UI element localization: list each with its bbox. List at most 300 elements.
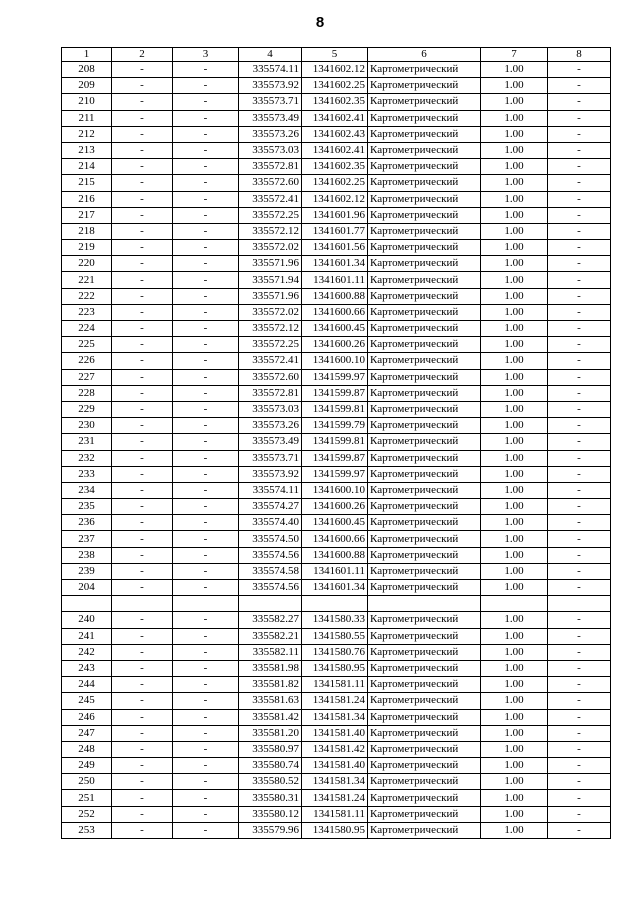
table-row — [62, 741, 611, 757]
col8-cell: - — [548, 628, 611, 644]
col2-cell: - — [112, 191, 173, 207]
table-row — [62, 191, 611, 207]
col2-cell: - — [112, 531, 173, 547]
point-number-cell: 243 — [62, 660, 112, 676]
col8-cell: - — [548, 321, 611, 337]
col8-cell: - — [548, 644, 611, 660]
x-coordinate-cell: 335573.71 — [239, 94, 302, 110]
x-coordinate-cell: 335579.96 — [239, 822, 302, 838]
point-number-cell: 250 — [62, 774, 112, 790]
col3-cell: - — [173, 515, 239, 531]
accuracy-cell: 1.00 — [481, 612, 548, 628]
table-row — [62, 660, 611, 676]
point-number-cell: 231 — [62, 434, 112, 450]
y-coordinate-cell: 1341581.40 — [302, 758, 368, 774]
y-coordinate-cell: 1341599.87 — [302, 385, 368, 401]
col8-cell: - — [548, 563, 611, 579]
method-cell: Картометрический — [368, 401, 481, 417]
table-row — [62, 612, 611, 628]
x-coordinate-cell: 335571.96 — [239, 256, 302, 272]
point-number-cell: 244 — [62, 677, 112, 693]
y-coordinate-cell: 1341599.97 — [302, 466, 368, 482]
accuracy-cell: 1.00 — [481, 677, 548, 693]
accuracy-cell: 1.00 — [481, 709, 548, 725]
y-coordinate-cell: 1341599.81 — [302, 401, 368, 417]
col3-cell: - — [173, 369, 239, 385]
accuracy-cell: 1.00 — [481, 644, 548, 660]
y-coordinate-cell: 1341580.55 — [302, 628, 368, 644]
method-cell: Картометрический — [368, 256, 481, 272]
column-header: 7 — [481, 48, 548, 62]
y-coordinate-cell: 1341581.40 — [302, 725, 368, 741]
point-number-cell: 247 — [62, 725, 112, 741]
col8-cell: - — [548, 207, 611, 223]
accuracy-cell: 1.00 — [481, 78, 548, 94]
col2-cell: - — [112, 126, 173, 142]
col8-cell: - — [548, 434, 611, 450]
col8-cell: - — [548, 482, 611, 498]
method-cell: Картометрический — [368, 741, 481, 757]
column-header: 6 — [368, 48, 481, 62]
method-cell: Картометрический — [368, 126, 481, 142]
accuracy-cell: 1.00 — [481, 94, 548, 110]
x-coordinate-cell: 335572.02 — [239, 240, 302, 256]
table-row — [62, 272, 611, 288]
method-cell: Картометрический — [368, 110, 481, 126]
table-body — [62, 48, 611, 839]
col3-cell — [173, 596, 239, 612]
y-coordinate-cell: 1341580.95 — [302, 660, 368, 676]
y-coordinate-cell: 1341581.34 — [302, 774, 368, 790]
col3-cell: - — [173, 822, 239, 838]
y-coordinate-cell: 1341580.33 — [302, 612, 368, 628]
accuracy-cell: 1.00 — [481, 806, 548, 822]
coordinates-table — [61, 47, 611, 839]
y-coordinate-cell: 1341581.11 — [302, 806, 368, 822]
col3-cell: - — [173, 790, 239, 806]
point-number-cell: 216 — [62, 191, 112, 207]
table-gap-row — [62, 596, 611, 612]
col8-cell: - — [548, 806, 611, 822]
method-cell: Картометрический — [368, 515, 481, 531]
x-coordinate-cell: 335573.92 — [239, 78, 302, 94]
x-coordinate-cell: 335580.31 — [239, 790, 302, 806]
col8-cell: - — [548, 709, 611, 725]
point-number-cell: 209 — [62, 78, 112, 94]
method-cell: Картометрический — [368, 725, 481, 741]
col3-cell: - — [173, 547, 239, 563]
table-row — [62, 110, 611, 126]
col3-cell: - — [173, 110, 239, 126]
x-coordinate-cell: 335574.56 — [239, 580, 302, 596]
col2-cell: - — [112, 677, 173, 693]
method-cell: Картометрический — [368, 660, 481, 676]
table-row — [62, 385, 611, 401]
col2-cell: - — [112, 741, 173, 757]
col8-cell: - — [548, 142, 611, 158]
y-coordinate-cell: 1341602.12 — [302, 191, 368, 207]
y-coordinate-cell: 1341599.87 — [302, 450, 368, 466]
point-number-cell: 235 — [62, 499, 112, 515]
table-row — [62, 175, 611, 191]
table-row — [62, 369, 611, 385]
method-cell: Картометрический — [368, 563, 481, 579]
point-number-cell: 222 — [62, 288, 112, 304]
table-row — [62, 126, 611, 142]
x-coordinate-cell: 335580.52 — [239, 774, 302, 790]
point-number-cell: 248 — [62, 741, 112, 757]
y-coordinate-cell: 1341601.11 — [302, 563, 368, 579]
point-number-cell: 232 — [62, 450, 112, 466]
y-coordinate-cell: 1341602.41 — [302, 110, 368, 126]
x-coordinate-cell: 335574.40 — [239, 515, 302, 531]
accuracy-cell: 1.00 — [481, 660, 548, 676]
table-row — [62, 62, 611, 78]
col3-cell: - — [173, 531, 239, 547]
method-cell: Картометрический — [368, 499, 481, 515]
method-cell: Картометрический — [368, 175, 481, 191]
col3-cell: - — [173, 693, 239, 709]
accuracy-cell: 1.00 — [481, 466, 548, 482]
col3-cell: - — [173, 644, 239, 660]
accuracy-cell: 1.00 — [481, 563, 548, 579]
x-coordinate-cell: 335572.12 — [239, 321, 302, 337]
y-coordinate-cell: 1341601.34 — [302, 580, 368, 596]
table-row — [62, 644, 611, 660]
col8-cell: - — [548, 337, 611, 353]
x-coordinate-cell: 335572.81 — [239, 159, 302, 175]
y-coordinate-cell: 1341602.25 — [302, 78, 368, 94]
y-coordinate-cell: 1341602.25 — [302, 175, 368, 191]
x-coordinate-cell: 335573.92 — [239, 466, 302, 482]
col8-cell: - — [548, 126, 611, 142]
col3-cell: - — [173, 450, 239, 466]
accuracy-cell: 1.00 — [481, 175, 548, 191]
accuracy-cell: 1.00 — [481, 142, 548, 158]
accuracy-cell: 1.00 — [481, 547, 548, 563]
table-row — [62, 563, 611, 579]
table-row — [62, 725, 611, 741]
col2-cell: - — [112, 758, 173, 774]
col3-cell: - — [173, 78, 239, 94]
point-number-cell: 237 — [62, 531, 112, 547]
x-coordinate-cell: 335573.03 — [239, 142, 302, 158]
col8-cell: - — [548, 725, 611, 741]
method-cell: Картометрический — [368, 191, 481, 207]
x-coordinate-cell: 335581.20 — [239, 725, 302, 741]
method-cell: Картометрический — [368, 580, 481, 596]
y-coordinate-cell: 1341601.96 — [302, 207, 368, 223]
col3-cell: - — [173, 499, 239, 515]
point-number-cell: 241 — [62, 628, 112, 644]
col2-cell: - — [112, 175, 173, 191]
col3-cell: - — [173, 288, 239, 304]
point-number-cell: 226 — [62, 353, 112, 369]
column-header: 3 — [173, 48, 239, 62]
y-coordinate-cell: 1341602.41 — [302, 142, 368, 158]
col3-cell: - — [173, 434, 239, 450]
col3-cell: - — [173, 272, 239, 288]
col8-cell: - — [548, 774, 611, 790]
method-cell: Картометрический — [368, 304, 481, 320]
column-header: 1 — [62, 48, 112, 62]
accuracy-cell: 1.00 — [481, 240, 548, 256]
y-coordinate-cell: 1341600.10 — [302, 482, 368, 498]
col8-cell: - — [548, 272, 611, 288]
point-number-cell: 208 — [62, 62, 112, 78]
method-cell: Картометрический — [368, 78, 481, 94]
y-coordinate-cell: 1341580.95 — [302, 822, 368, 838]
point-number-cell: 239 — [62, 563, 112, 579]
method-cell: Картометрический — [368, 450, 481, 466]
y-coordinate-cell: 1341602.12 — [302, 62, 368, 78]
col3-cell: - — [173, 563, 239, 579]
y-coordinate-cell: 1341602.35 — [302, 94, 368, 110]
y-coordinate-cell: 1341601.77 — [302, 223, 368, 239]
col3-cell: - — [173, 628, 239, 644]
y-coordinate-cell: 1341600.88 — [302, 547, 368, 563]
col2-cell: - — [112, 110, 173, 126]
table-row — [62, 758, 611, 774]
col2-cell: - — [112, 774, 173, 790]
method-cell: Картометрический — [368, 531, 481, 547]
col2-cell: - — [112, 806, 173, 822]
point-number-cell: 240 — [62, 612, 112, 628]
table-row — [62, 78, 611, 94]
col8-cell: - — [548, 741, 611, 757]
col8-cell: - — [548, 693, 611, 709]
table-row — [62, 499, 611, 515]
y-coordinate-cell: 1341580.76 — [302, 644, 368, 660]
accuracy-cell: 1.00 — [481, 126, 548, 142]
col8-cell: - — [548, 547, 611, 563]
y-coordinate-cell: 1341581.24 — [302, 790, 368, 806]
table-row — [62, 142, 611, 158]
x-coordinate-cell: 335572.81 — [239, 385, 302, 401]
column-header: 2 — [112, 48, 173, 62]
y-coordinate-cell: 1341602.43 — [302, 126, 368, 142]
method-cell: Картометрический — [368, 321, 481, 337]
accuracy-cell: 1.00 — [481, 110, 548, 126]
col8-cell: - — [548, 385, 611, 401]
point-number-cell: 210 — [62, 94, 112, 110]
method-cell: Картометрический — [368, 482, 481, 498]
accuracy-cell: 1.00 — [481, 223, 548, 239]
col8-cell: - — [548, 159, 611, 175]
method-cell: Картометрический — [368, 272, 481, 288]
col2-cell: - — [112, 418, 173, 434]
table-row — [62, 482, 611, 498]
accuracy-cell: 1.00 — [481, 337, 548, 353]
table-row — [62, 450, 611, 466]
col2-cell: - — [112, 353, 173, 369]
col8-cell: - — [548, 677, 611, 693]
col2-cell: - — [112, 337, 173, 353]
col2-cell: - — [112, 628, 173, 644]
col8-cell: - — [548, 531, 611, 547]
accuracy-cell: 1.00 — [481, 774, 548, 790]
y-coordinate-cell: 1341600.45 — [302, 515, 368, 531]
x-coordinate-cell: 335572.60 — [239, 369, 302, 385]
point-number-cell: 220 — [62, 256, 112, 272]
col8-cell: - — [548, 499, 611, 515]
accuracy-cell: 1.00 — [481, 758, 548, 774]
accuracy-cell: 1.00 — [481, 822, 548, 838]
column-header: 4 — [239, 48, 302, 62]
x-coordinate-cell: 335582.21 — [239, 628, 302, 644]
accuracy-cell: 1.00 — [481, 515, 548, 531]
col3-cell: - — [173, 159, 239, 175]
method-cell: Картометрический — [368, 369, 481, 385]
table-row — [62, 693, 611, 709]
col8-cell: - — [548, 580, 611, 596]
col2-cell: - — [112, 725, 173, 741]
y-coordinate-cell: 1341599.79 — [302, 418, 368, 434]
col3-cell: - — [173, 806, 239, 822]
y-coordinate-cell: 1341581.11 — [302, 677, 368, 693]
col2-cell: - — [112, 240, 173, 256]
accuracy-cell: 1.00 — [481, 191, 548, 207]
x-coordinate-cell: 335582.11 — [239, 644, 302, 660]
point-number-cell: 225 — [62, 337, 112, 353]
column-header: 8 — [548, 48, 611, 62]
method-cell: Картометрический — [368, 774, 481, 790]
accuracy-cell: 1.00 — [481, 725, 548, 741]
x-coordinate-cell: 335573.26 — [239, 126, 302, 142]
x-coordinate-cell: 335574.11 — [239, 62, 302, 78]
col3-cell: - — [173, 466, 239, 482]
point-number-cell — [62, 596, 112, 612]
y-coordinate-cell: 1341602.35 — [302, 159, 368, 175]
y-coordinate-cell: 1341600.26 — [302, 499, 368, 515]
method-cell: Картометрический — [368, 353, 481, 369]
accuracy-cell: 1.00 — [481, 434, 548, 450]
col8-cell: - — [548, 223, 611, 239]
point-number-cell: 229 — [62, 401, 112, 417]
col8-cell: - — [548, 790, 611, 806]
method-cell: Картометрический — [368, 790, 481, 806]
point-number-cell: 242 — [62, 644, 112, 660]
method-cell: Картометрический — [368, 693, 481, 709]
method-cell: Картометрический — [368, 709, 481, 725]
accuracy-cell: 1.00 — [481, 207, 548, 223]
accuracy-cell: 1.00 — [481, 272, 548, 288]
col8-cell: - — [548, 612, 611, 628]
y-coordinate-cell: 1341581.34 — [302, 709, 368, 725]
y-coordinate-cell: 1341599.81 — [302, 434, 368, 450]
method-cell: Картометрический — [368, 547, 481, 563]
accuracy-cell: 1.00 — [481, 531, 548, 547]
x-coordinate-cell: 335572.25 — [239, 207, 302, 223]
method-cell: Картометрический — [368, 677, 481, 693]
col8-cell: - — [548, 660, 611, 676]
col8-cell: - — [548, 515, 611, 531]
point-number-cell: 251 — [62, 790, 112, 806]
table-row — [62, 223, 611, 239]
accuracy-cell: 1.00 — [481, 693, 548, 709]
table-row — [62, 304, 611, 320]
point-number-cell: 238 — [62, 547, 112, 563]
column-header: 5 — [302, 48, 368, 62]
col3-cell: - — [173, 142, 239, 158]
col8-cell: - — [548, 175, 611, 191]
method-cell: Картометрический — [368, 223, 481, 239]
col3-cell: - — [173, 401, 239, 417]
accuracy-cell: 1.00 — [481, 159, 548, 175]
table-row — [62, 466, 611, 482]
table-header-row — [62, 48, 611, 62]
table-row — [62, 580, 611, 596]
x-coordinate-cell: 335574.27 — [239, 499, 302, 515]
x-coordinate-cell: 335580.97 — [239, 741, 302, 757]
col8-cell: - — [548, 288, 611, 304]
method-cell: Картометрический — [368, 418, 481, 434]
table-row — [62, 240, 611, 256]
accuracy-cell: 1.00 — [481, 499, 548, 515]
col2-cell: - — [112, 207, 173, 223]
point-number-cell: 204 — [62, 580, 112, 596]
x-coordinate-cell: 335572.12 — [239, 223, 302, 239]
x-coordinate-cell: 335581.98 — [239, 660, 302, 676]
table-row — [62, 159, 611, 175]
col8-cell: - — [548, 256, 611, 272]
col2-cell: - — [112, 401, 173, 417]
col8-cell: - — [548, 240, 611, 256]
y-coordinate-cell: 1341600.26 — [302, 337, 368, 353]
accuracy-cell: 1.00 — [481, 304, 548, 320]
y-coordinate-cell: 1341600.45 — [302, 321, 368, 337]
point-number-cell: 233 — [62, 466, 112, 482]
accuracy-cell: 1.00 — [481, 256, 548, 272]
col2-cell: - — [112, 790, 173, 806]
x-coordinate-cell: 335572.60 — [239, 175, 302, 191]
col8-cell: - — [548, 78, 611, 94]
col3-cell: - — [173, 223, 239, 239]
x-coordinate-cell: 335572.41 — [239, 353, 302, 369]
col8-cell: - — [548, 94, 611, 110]
y-coordinate-cell: 1341600.10 — [302, 353, 368, 369]
table-row — [62, 677, 611, 693]
y-coordinate-cell: 1341601.34 — [302, 256, 368, 272]
table-row — [62, 531, 611, 547]
col8-cell: - — [548, 822, 611, 838]
col2-cell: - — [112, 499, 173, 515]
point-number-cell: 253 — [62, 822, 112, 838]
table-row — [62, 515, 611, 531]
col2-cell — [112, 596, 173, 612]
x-coordinate-cell: 335573.03 — [239, 401, 302, 417]
table-row — [62, 774, 611, 790]
method-cell: Картометрический — [368, 758, 481, 774]
x-coordinate-cell: 335581.82 — [239, 677, 302, 693]
col2-cell: - — [112, 660, 173, 676]
point-number-cell: 214 — [62, 159, 112, 175]
col8-cell: - — [548, 304, 611, 320]
x-coordinate-cell: 335574.56 — [239, 547, 302, 563]
method-cell: Картометрический — [368, 62, 481, 78]
accuracy-cell: 1.00 — [481, 62, 548, 78]
col2-cell: - — [112, 321, 173, 337]
method-cell: Картометрический — [368, 806, 481, 822]
method-cell: Картометрический — [368, 434, 481, 450]
col2-cell: - — [112, 644, 173, 660]
col3-cell: - — [173, 240, 239, 256]
x-coordinate-cell: 335573.26 — [239, 418, 302, 434]
accuracy-cell: 1.00 — [481, 790, 548, 806]
point-number-cell: 213 — [62, 142, 112, 158]
point-number-cell: 246 — [62, 709, 112, 725]
col8-cell: - — [548, 62, 611, 78]
